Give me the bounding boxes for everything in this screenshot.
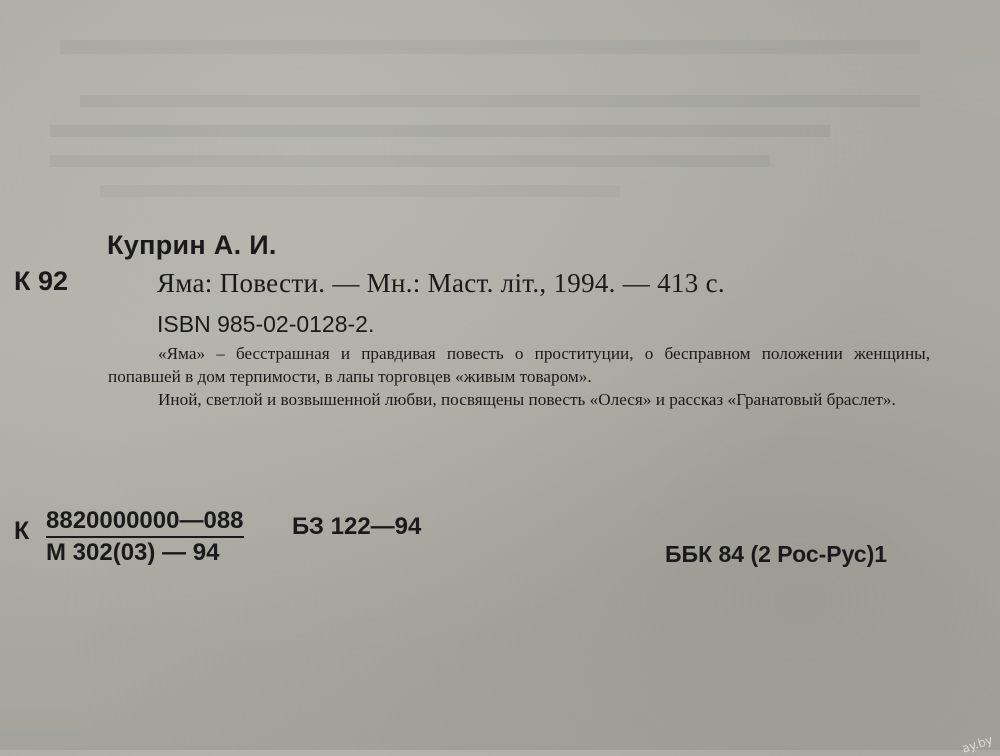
catalog-bz-code: БЗ 122—94 [292, 513, 422, 540]
site-watermark: ay.by [959, 732, 994, 756]
bleed-through-line [50, 125, 830, 137]
classification-code: К 92 [14, 266, 69, 296]
isbn-number: ISBN 985-02-0128-2. [157, 311, 375, 337]
catalog-m-code: М 302(03) — 94 [46, 539, 220, 566]
bibliographic-line: Яма: Повести. — Мн.: Маст. літ., 1994. — 413 с. [157, 268, 725, 298]
bleed-through-line [80, 95, 920, 107]
annotation [108, 342, 930, 411]
bleed-through-line [60, 40, 920, 54]
author-name: Куприн А. И. [107, 230, 277, 260]
annotation-paragraph: «Яма» – бесстрашная и правдивая повесть о проституции, о бесправном положении женщины, попавшей в дом терпимости, в лапы торговцев «живым товаром». [108, 344, 930, 386]
catalog-bbk-code: ББК 84 (2 Рос-Рус)1 [665, 541, 888, 567]
bleed-through-line [50, 155, 770, 167]
catalog-k-letter: К [14, 517, 30, 545]
annotation-paragraph: Иной, светлой и возвышенной любви, посвящены повесть «Олеся» и рассказ «Гранатовый браслет». [158, 390, 896, 409]
bleed-through-line [100, 185, 620, 197]
catalog-k-number: 8820000000—088 [46, 507, 244, 538]
